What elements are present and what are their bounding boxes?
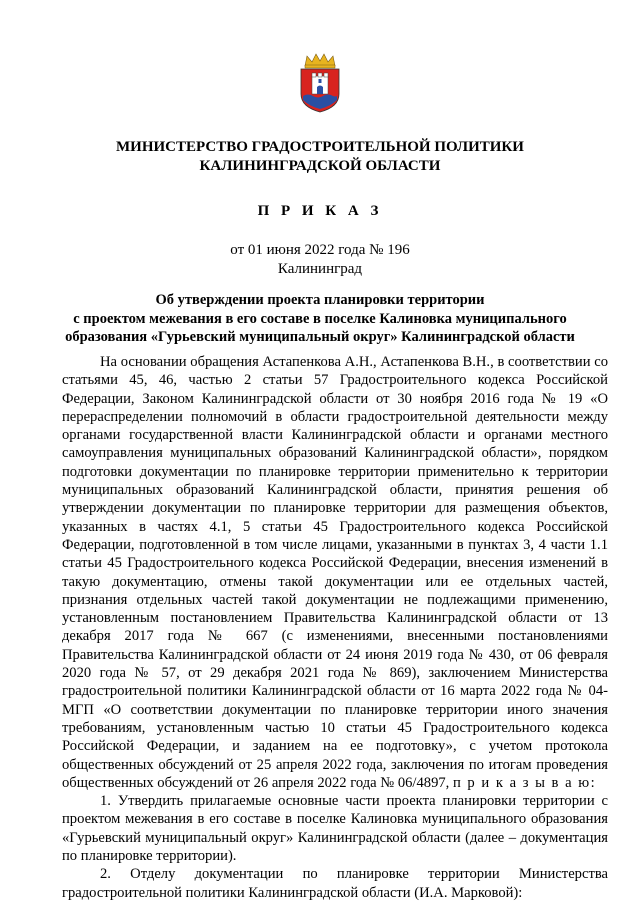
title-line-2: с проектом межевания в его составе в поселке Калиновка муниципального	[73, 310, 567, 327]
decree-word: п р и к а з ы в а ю:	[452, 774, 597, 791]
city: Калининград	[277, 261, 363, 277]
ministry-line-1: МИНИСТЕРСТВО ГРАДОСТРОИТЕЛЬНОЙ ПОЛИТИКИ	[116, 139, 524, 155]
coat-of-arms-emblem	[297, 52, 343, 114]
title-line-1: Об утверждении проекта планировки территории	[155, 292, 485, 308]
date-number: от 01 июня 2022 года № 196	[230, 242, 410, 258]
document-title	[0, 291, 640, 347]
ministry-name	[0, 138, 640, 176]
item-1-paragraph: 1. Утвердить прилагаемые основные части проекта планировки территории с проектом межевания в его составе в поселке Калиновка муниципального образования «Гурьевский муниципальный округ» Калининградской области (далее – документация по планировке территории).	[62, 793, 608, 865]
preamble-text: На основании обращения Астапенкова А.Н., Астапенкова В.Н., в соответствии со статьями 45, 46, частью 2 статьи 57 Градостроительного кодекса Российской Федерации, Законом Калининградской области от 30 ноября 2016 года № 19 «О перераспределении полномочий в области градостроительной деятельности между органами государственной власти Калининградской области и органами местного самоуправления муниципальных образований Калининградской области», порядком подготовки документации по планировке территории применительно к территории муниципальных образований Калининградской области, принятия решения об утверждении документации по планировке территории для размещения объектов, указанных в частях 4.1, 5 статьи 45 Градостроительного кодекса Российской Федерации, подготовленной в том числе лицами, указанными в пунктах 3, 4 части 1.1 статьи 45 Градостроительного кодекса Российской Федерации, внесения изменений в такую документацию, отмены такой документации или ее отдельных частей, признания отдельных частей такой документации не подлежащими применению, установленным постановлением Правительства Калининградской области от 13 декабря 2017 года № 667 (с изменениями, внесенными постановлениями Правительства Калининградской области от 24 июня 2019 года № 430, от 06 февраля 2020 года № 57, от 29 декабря 2021 года № 869), заключением Министерства градостроительной политики Калининградской области от 16 марта 2022 года № 04-МГП «О соответствии документации по планировке территории иного значения требованиям, установленным частью 10 статьи 45 Градостроительного кодекса Российской Федерации, и заданием на ее подготовку», с учетом протокола общественных обсуждений от 25 апреля 2022 года, заключения по итогам проведения общественных обсуждений от 26 апреля 2022 года № 06/4897,	[62, 354, 608, 791]
document-body	[62, 353, 608, 902]
document-type: П Р И К А З	[257, 203, 383, 219]
title-line-3: образования «Гурьевский муниципальный округ» Калининградской области	[65, 329, 575, 345]
ministry-line-2: КАЛИНИНГРАДСКОЙ ОБЛАСТИ	[199, 158, 441, 174]
preamble-paragraph	[62, 353, 608, 792]
date-block	[0, 241, 640, 279]
item-2-paragraph: 2. Отделу документации по планировке территории Министерства градостроительной политики Калининградской области (И.А. Марковой):	[62, 866, 608, 901]
